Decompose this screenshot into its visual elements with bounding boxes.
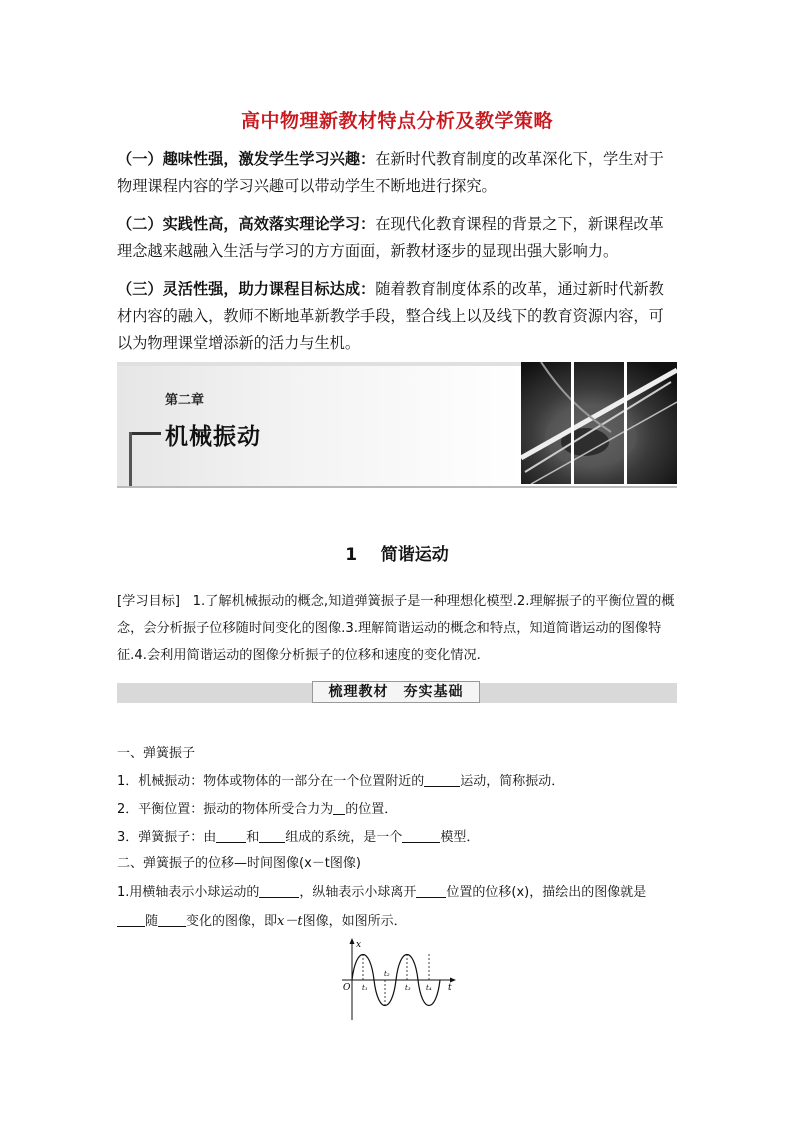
tick-t3: t₃ (405, 984, 411, 992)
banner-top-line (117, 362, 521, 366)
tick-t1: t₁ (362, 984, 368, 992)
intro-heading-2: （二）实践性高，高效落实理论学习： (117, 215, 376, 233)
item5-text-a: 随 (145, 914, 159, 929)
y-axis-arrow (350, 938, 355, 944)
intro-text-1: 在新时代教育制度的改革深化下，学生对于物理课程内容的学习兴趣可以带动学生不断地进行探究。 (117, 150, 664, 195)
section-divider-label: 梳理教材 夯实基础 (312, 681, 480, 703)
section-name: 简谐运动 (380, 545, 449, 565)
item4-text-c: 位置的位移(x)，描绘出的图像就是 (446, 885, 647, 900)
fill-blank[interactable] (416, 883, 446, 898)
tick-t4: t₄ (426, 984, 432, 992)
item-graph-definition-cont (117, 912, 407, 932)
fill-blank[interactable] (259, 883, 299, 898)
objectives-text: 1.了解机械振动的概念,知道弹簧振子是一种理想化模型.2.理解振子的平衡位置的概念，会分析振子位移随时间变化的图像.3.理解简谐运动的概念和特点，知道简谐运动的图像特征.4.会利用简谐运动的图像分析振子的位移和速度的变化情况. (117, 594, 675, 663)
item-graph-definition (117, 883, 646, 903)
item1-text-b: 运动，简称振动． (460, 774, 565, 789)
violin-photo-icon (521, 362, 677, 484)
intro-heading-3: （三）灵活性强，助力课程目标达成： (117, 280, 376, 298)
chapter-name: 机械振动 (165, 424, 261, 450)
fill-blank[interactable] (424, 772, 460, 787)
document-title: 高中物理新教材特点分析及教学策略 (240, 110, 553, 132)
learning-objectives (117, 588, 679, 669)
banner-accent-line (129, 432, 161, 435)
fill-blank[interactable] (333, 800, 345, 815)
item3-text-c: 组成的系统，是一个 (285, 830, 403, 845)
axis-label-t: t (448, 983, 452, 993)
intro-heading-1: （一）趣味性强，激发学生学习兴趣： (117, 150, 376, 168)
section-number: 1 (345, 545, 358, 565)
intro-paragraph-1 (117, 146, 677, 200)
displacement-time-graph (332, 936, 462, 1022)
section-title (0, 540, 794, 565)
item5-text-d: 图像，如图所示． (302, 914, 407, 929)
chapter-number: 第二章 (165, 393, 205, 408)
tick-t2: t₂ (384, 970, 390, 978)
objectives-tag: [学习目标] (117, 594, 181, 609)
item1-text-a: 1．机械振动：物体或物体的一部分在一个位置附近的 (117, 774, 425, 789)
item3-text-d: 模型． (440, 830, 480, 845)
part1-heading: 一、弹簧振子 (117, 746, 196, 761)
fill-blank[interactable] (402, 828, 440, 843)
fill-blank[interactable] (117, 912, 145, 927)
item4-text-a: 1.用横轴表示小球运动的 (117, 885, 260, 900)
part2-heading: 二、弹簧振子的位移—时间图像(x－t图像) (117, 856, 361, 871)
intro-paragraph-2 (117, 211, 677, 265)
item2-text-a: 2．平衡位置：振动的物体所受合力为 (117, 802, 334, 817)
item4-text-b: ，纵轴表示小球离开 (299, 885, 417, 900)
item3-text-a: 3．弹簧振子：由 (117, 830, 217, 845)
item-spring-oscillator (117, 828, 479, 848)
banner-accent-vertical (129, 432, 132, 486)
item5-text-b: 变化的图像，即 (186, 914, 278, 929)
x-axis-arrow (450, 978, 456, 983)
banner-bottom-line (117, 486, 677, 488)
fill-blank[interactable] (158, 912, 186, 927)
fill-blank[interactable] (259, 828, 285, 843)
item-mechanical-vibration (117, 772, 564, 792)
axis-label-x: x (356, 940, 362, 950)
item-equilibrium-position (117, 800, 397, 820)
fill-blank[interactable] (216, 828, 246, 843)
intro-paragraph-3 (117, 276, 677, 357)
item5-xt: x－t (277, 914, 303, 929)
item3-text-b: 和 (246, 830, 260, 845)
intro-text-2: 在现代化教育课程的背景之下，新课程改革理念越来越融入生活与学习的方方面面，新教材逐步的显现出强大影响力。 (117, 215, 664, 260)
intro-text-3: 随着教育制度体系的改革，通过新时代新教材内容的融入，教师不断地革新教学手段，整合线上以及线下的教育资源内容，可以为物理课堂增添新的活力与生机。 (117, 280, 664, 352)
chapter-banner (117, 362, 677, 488)
item2-text-b: 的位置． (345, 802, 398, 817)
origin-label: O (343, 983, 351, 993)
